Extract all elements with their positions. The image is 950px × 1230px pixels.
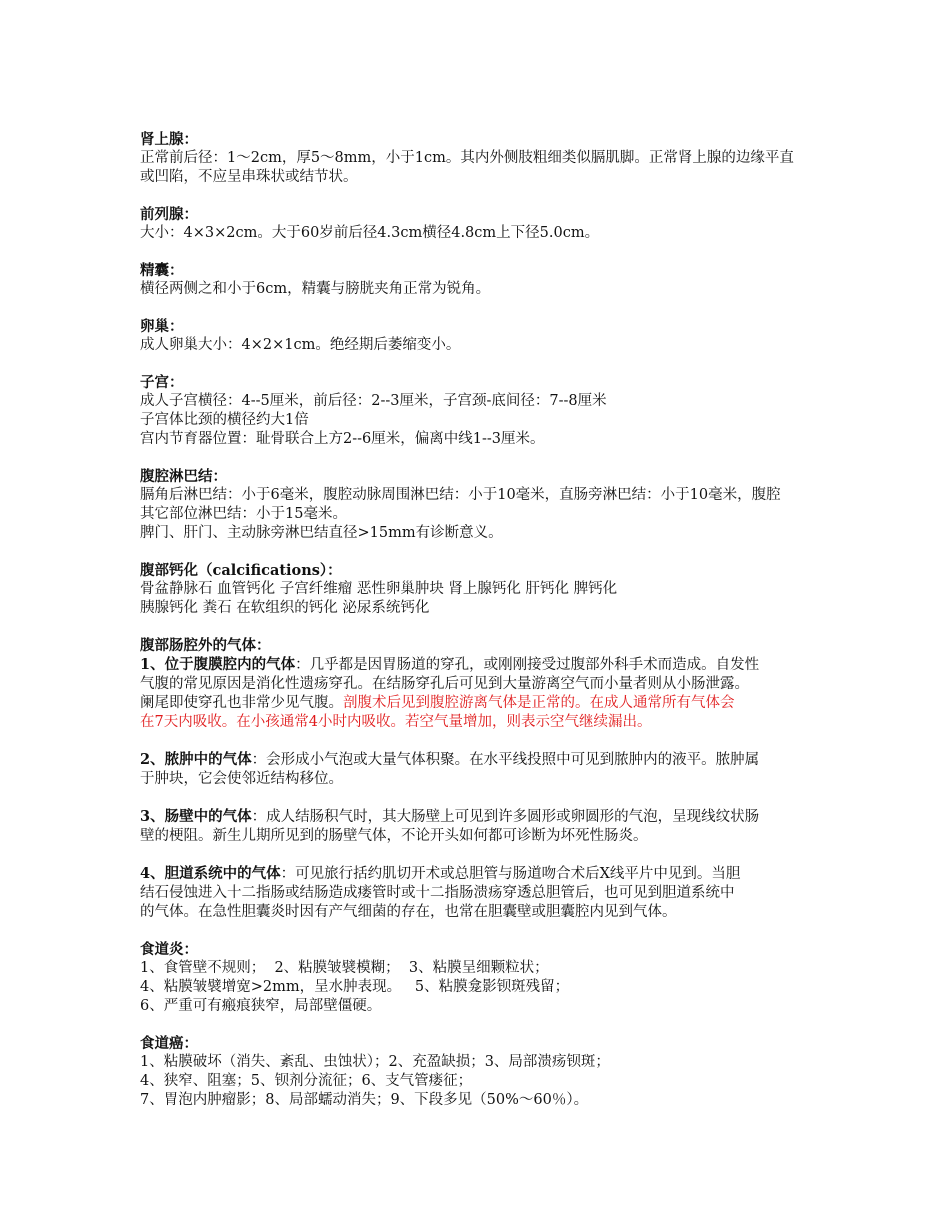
- text-span: ：可见旅行括约肌切开术或总胆管与肠道吻合术后X线平片中见到。当胆: [280, 866, 741, 882]
- section-esophageal-cancer: [140, 1034, 820, 1110]
- text-line: 正常前后径：1～2cm，厚5～8mm，小于1cm。其内外侧肢粗细类似膈肌脚。正常肾上腺的边缘平直: [140, 150, 794, 166]
- section-esophagitis: [140, 940, 820, 1016]
- text-line: 6、严重可有瘢痕狭窄，局部壁僵硬。: [140, 998, 382, 1014]
- text-line: 骨盆静脉石 血管钙化 子宫纤维瘤 恶性卵巢肿块 肾上腺钙化 肝钙化 脾钙化: [140, 581, 618, 597]
- highlight-text: 在7天内吸收。在小孩通常4小时内吸收。若空气量增加，则表示空气继续漏出。: [140, 714, 652, 730]
- text-span: ：成人结肠积气时，其大肠壁上可见到许多圆形或卵圆形的气泡，呈现线纹状肠: [251, 809, 760, 825]
- section-title: 卵巢：: [140, 318, 184, 335]
- section-title: 子宫：: [140, 374, 184, 391]
- text-line: 1、食管壁不规则； 2、粘膜皱襞模糊； 3、粘膜呈细颗粒状；: [140, 960, 549, 976]
- section-title: 食道癌：: [140, 1035, 198, 1052]
- text-line: 或凹陷，不应呈串珠状或结节状。: [140, 169, 358, 185]
- section-intramural-gas: [140, 807, 820, 846]
- para-lead: 1、位于腹膜腔内的气体: [140, 656, 296, 673]
- text-line: [140, 864, 820, 884]
- section-adrenal: [140, 130, 820, 187]
- text-line: 其它部位淋巴结：小于15毫米。: [140, 506, 347, 522]
- text-span: ：几乎都是因胃肠道的穿孔，或刚刚接受过腹部外科手术而造成。自发性: [295, 657, 760, 673]
- section-title: 腹部肠腔外的气体：: [140, 637, 271, 654]
- section-prostate: [140, 205, 820, 243]
- section-title: 精囊：: [140, 262, 184, 279]
- text-line: 宫内节育器位置：耻骨联合上方2--6厘米，偏离中线1--3厘米。: [140, 431, 545, 447]
- text-line: 大小：4×3×2cm。大于60岁前后径4.3cm横径4.8cm上下径5.0cm。: [140, 225, 600, 241]
- section-title: 食道炎：: [140, 941, 198, 958]
- text-line: 1、粘膜破坏（消失、紊乱、虫蚀状）；2、充盈缺损；3、局部溃疡钡斑；: [140, 1054, 610, 1070]
- section-title: 腹部钙化（calcifications）：: [140, 562, 342, 579]
- text-span: ：会形成小气泡或大量气体积聚。在水平线投照中可见到脓肿内的液平。脓肿属: [251, 752, 760, 768]
- text-line: 胰腺钙化 粪石 在软组织的钙化 泌尿系统钙化: [140, 600, 430, 616]
- section-seminal-vesicle: [140, 261, 820, 299]
- section-title: 腹腔淋巴结：: [140, 468, 227, 485]
- text-line: 4、粘膜皱襞增宽>2mm，呈水肿表现。 5、粘膜龛影钡斑残留；: [140, 979, 570, 995]
- section-lymph-nodes: [140, 467, 820, 543]
- section-title: 前列腺：: [140, 206, 198, 223]
- text-line: 气腹的常见原因是消化性遗疡穿孔。在结肠穿孔后可见到大量游离空气而小量者则从小肠泄露。: [140, 676, 749, 692]
- text-line: 于肿块，它会使邻近结构移位。: [140, 771, 343, 787]
- text-line: 膈角后淋巴结：小于6毫米，腹腔动脉周围淋巴结：小于10毫米，直肠旁淋巴结：小于10毫米，腹腔: [140, 487, 781, 503]
- text-line: 壁的梗阻。新生儿期所见到的肠壁气体，不论开头如何都可诊断为坏死性肠炎。: [140, 828, 648, 844]
- section-ovary: [140, 317, 820, 355]
- text-line: 结石侵蚀进入十二指肠或结肠造成瘘管时或十二指肠溃疡穿透总胆管后，也可见到胆道系统中: [140, 885, 735, 901]
- section-extraluminal-gas: [140, 636, 820, 732]
- text-line: 子宫体比颈的横径约大1倍: [140, 412, 309, 428]
- text-line: [140, 655, 820, 675]
- text-line: [140, 807, 820, 827]
- text-line: 脾门、肝门、主动脉旁淋巴结直径>15mm有诊断意义。: [140, 525, 503, 541]
- para-lead: 4、胆道系统中的气体: [140, 865, 281, 882]
- text-line: 的气体。在急性胆囊炎时因有产气细菌的存在，也常在胆囊壁或胆囊腔内见到气体。: [140, 904, 677, 920]
- section-abscess-gas: [140, 750, 820, 789]
- highlight-text: 剖腹术后见到腹腔游离气体是正常的。在成人通常所有气体会: [343, 695, 735, 711]
- section-uterus: [140, 373, 820, 449]
- text-line: 横径两侧之和小于6cm，精囊与膀胱夹角正常为锐角。: [140, 281, 491, 297]
- text-line: 4、狭窄、阻塞；5、钡剂分流征；6、支气管瘘征；: [140, 1073, 473, 1089]
- section-title: 肾上腺：: [140, 131, 198, 148]
- text-line: 7、胃泡内肿瘤影；8、局部蠕动消失；9、下段多见（50%～60％）。: [140, 1092, 589, 1108]
- document-page: [140, 130, 820, 1128]
- para-lead: 2、脓肿中的气体: [140, 751, 252, 768]
- text-span: 阑尾即使穿孔也非常少见气腹。: [140, 695, 343, 711]
- section-biliary-gas: [140, 864, 820, 922]
- para-lead: 3、肠壁中的气体: [140, 808, 252, 825]
- text-line: 成人卵巢大小：4×2×1cm。绝经期后萎缩变小。: [140, 337, 461, 353]
- section-calcifications: [140, 561, 820, 618]
- text-line: [140, 750, 820, 770]
- text-line: [140, 694, 820, 713]
- text-line: 成人子宫横径：4--5厘米，前后径：2--3厘米，子宫颈-底间径：7--8厘米: [140, 393, 607, 409]
